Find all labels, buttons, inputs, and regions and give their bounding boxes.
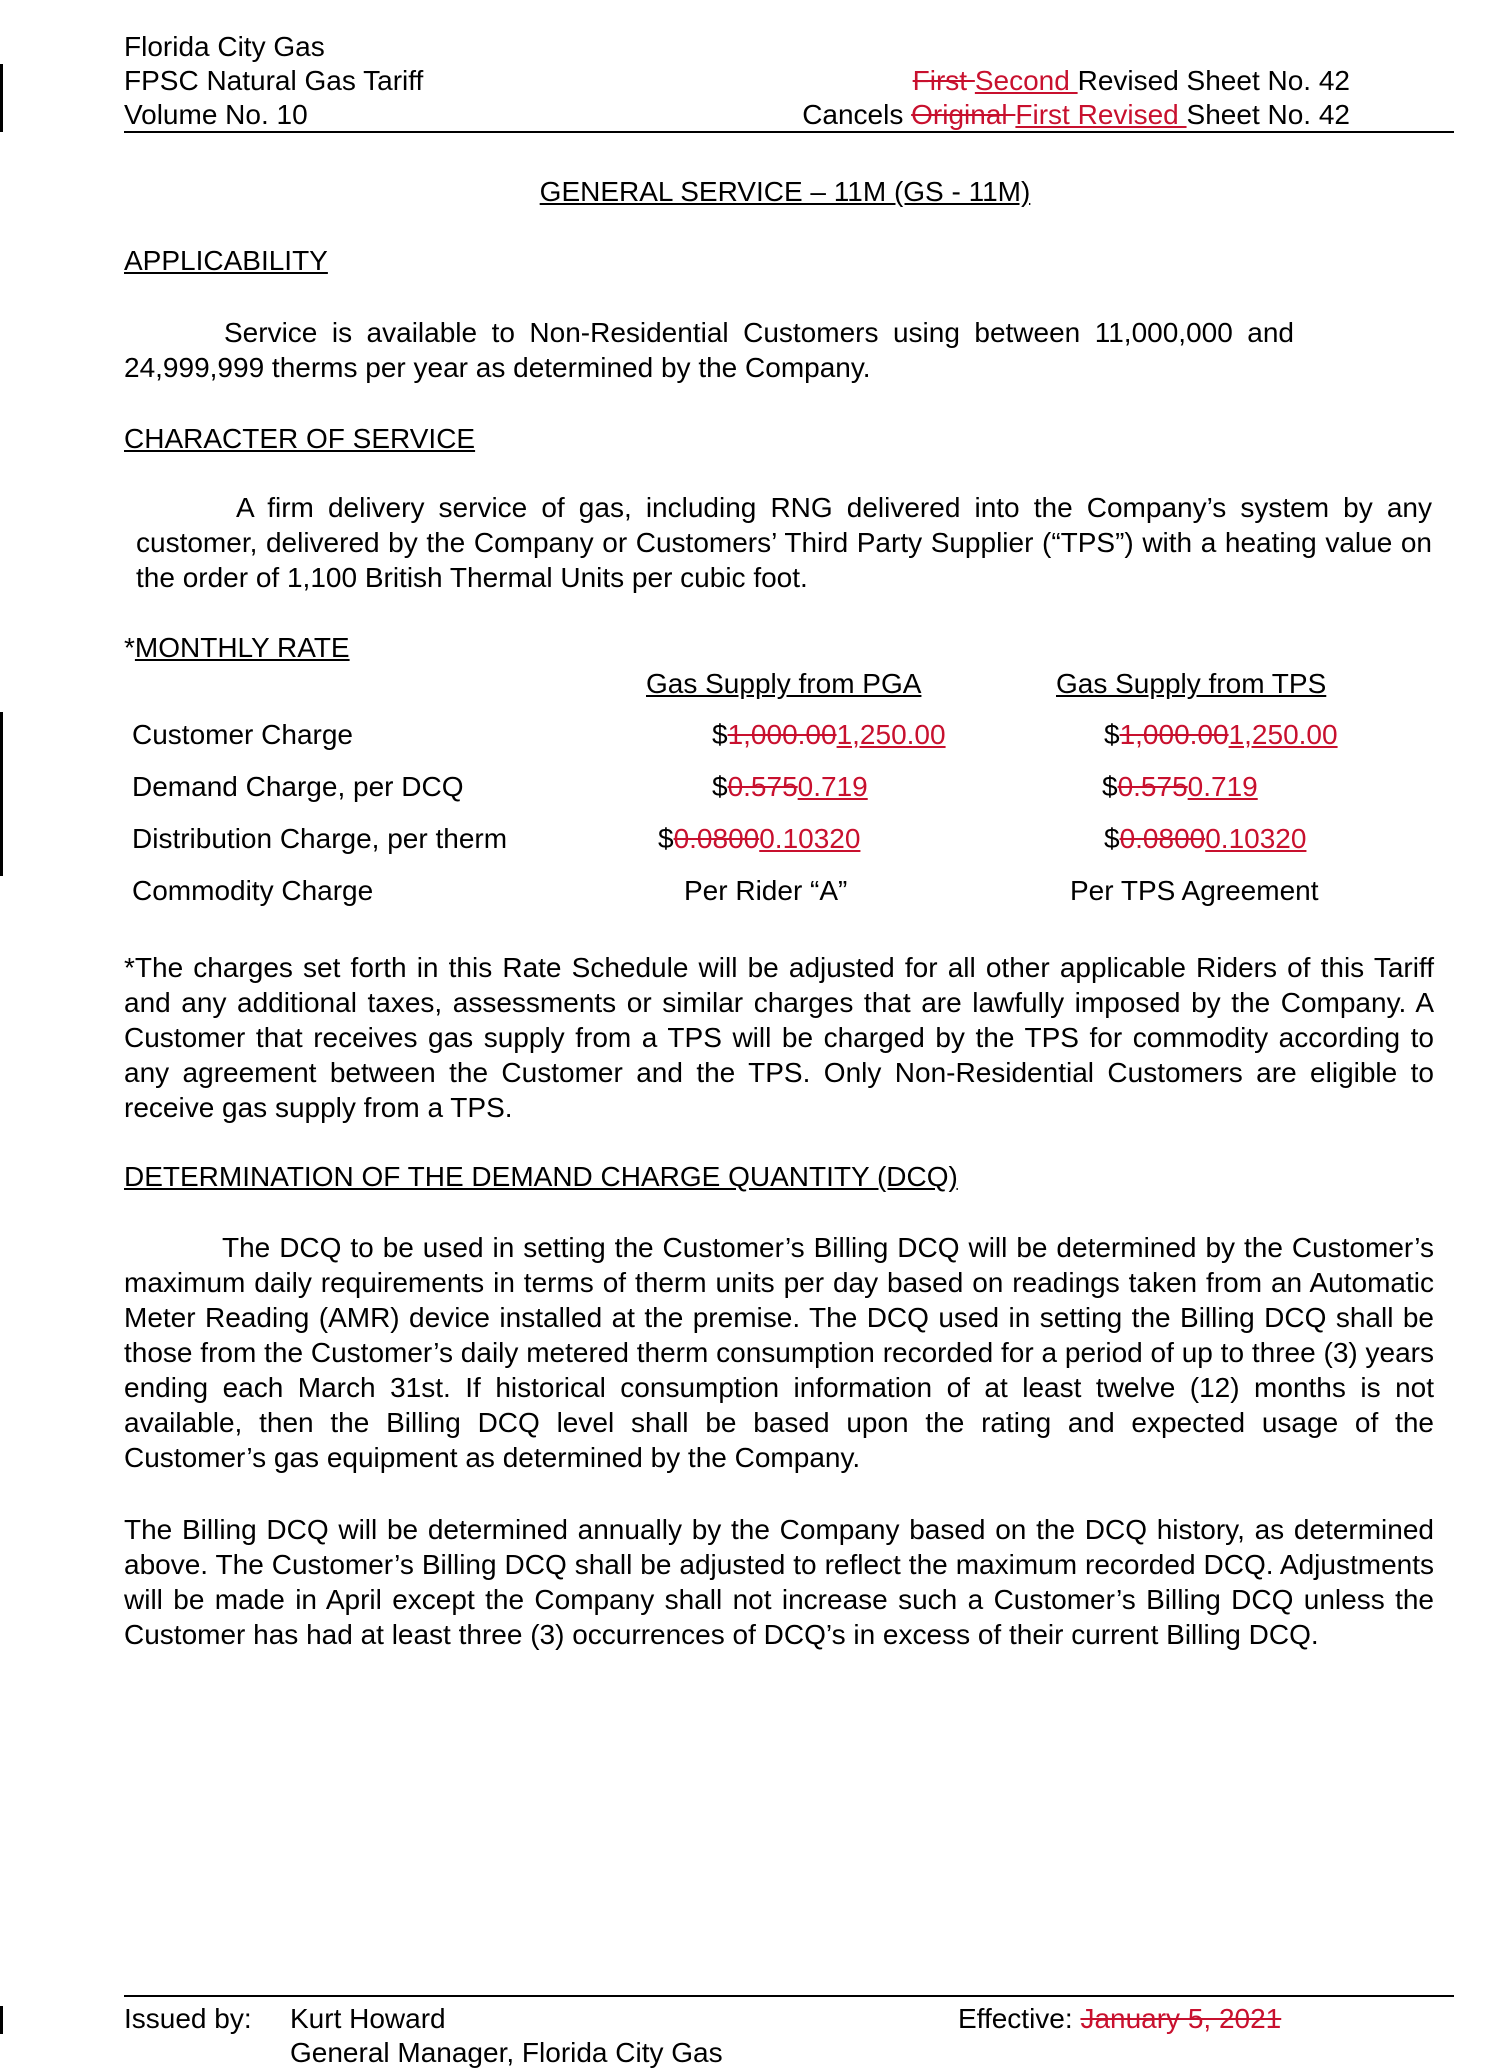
- asterisk: *: [124, 632, 135, 663]
- currency-symbol: $: [658, 823, 674, 854]
- new-value: 0.10320: [1205, 823, 1307, 854]
- currency-symbol: $: [1102, 771, 1118, 802]
- new-value: 0.719: [1187, 771, 1258, 802]
- dcq-paragraph-2: The Billing DCQ will be determined annually by the Company based on the DCQ history, as determined above. The Customer’s Billing DCQ shall be adjusted to reflect the maximum recorded DCQ. Adjustments will be made in April except the Company shall not increase such a Customer’s Billing DCQ unless the Customer has had at least three (3) occurrences of DCQ’s in excess of their current Billing DCQ.: [124, 1514, 1434, 1650]
- applicability-heading: APPLICABILITY: [124, 245, 328, 276]
- cancels-inserted-text: First Revised: [1015, 99, 1187, 130]
- sheet-deleted-text: First: [912, 65, 975, 96]
- rate-pga-distribution-charge: [658, 822, 860, 856]
- monthly-rate-heading-text: MONTHLY RATE: [134, 632, 350, 663]
- old-value: 1,000.00: [1119, 719, 1229, 750]
- footer-rule: [124, 1995, 1454, 1997]
- currency-symbol: $: [712, 719, 728, 750]
- old-value: 0.575: [1117, 771, 1188, 802]
- applicability-text: Service is available to Non-Residential Customers using between 11,000,000 and 24,999,999 therms per year as determined by the Company.: [124, 317, 1294, 383]
- issuer-title: General Manager, Florida City Gas: [290, 2037, 723, 2068]
- change-bar-rates: [0, 712, 3, 876]
- header-rule: [124, 131, 1454, 133]
- change-bar-header: [0, 64, 3, 132]
- cancels-prefix: Cancels: [802, 99, 912, 130]
- currency-symbol: $: [1104, 719, 1120, 750]
- schedule-title: GENERAL SERVICE – 11M (GS - 11M): [539, 176, 1031, 207]
- cancels-deleted-text: Original: [911, 99, 1016, 130]
- character-text: A firm delivery service of gas, including RNG delivered into the Company’s system by any customer, delivered by the Company or Customers’ Third Party Supplier (“TPS”) with a heating value on the order of 1,100 British Thermal Units per cubic foot.: [136, 492, 1432, 593]
- new-value: 0.719: [797, 771, 868, 802]
- old-value: 0.0800: [1119, 823, 1206, 854]
- effective-date: [958, 2002, 1281, 2036]
- sheet-inserted-text: Second: [974, 65, 1078, 96]
- rate-pga-demand-charge: [712, 770, 868, 804]
- character-heading: CHARACTER OF SERVICE: [124, 423, 476, 454]
- rate-label-customer-charge: Customer Charge: [132, 719, 353, 750]
- effective-deleted-date: January 5, 2021: [1080, 2003, 1282, 2034]
- issuer-name: Kurt Howard: [290, 2003, 446, 2034]
- rate-tps-distribution-charge: [1104, 822, 1306, 856]
- new-value: 0.10320: [759, 823, 861, 854]
- rate-tps-commodity-charge: Per TPS Agreement: [1070, 875, 1319, 906]
- old-value: 1,000.00: [727, 719, 837, 750]
- issued-by-label: Issued by:: [124, 2003, 252, 2034]
- effective-label: Effective:: [958, 2003, 1081, 2034]
- currency-symbol: $: [712, 771, 728, 802]
- tariff-name: FPSC Natural Gas Tariff: [124, 65, 424, 96]
- sheet-number: [802, 64, 1350, 98]
- volume-number: Volume No. 10: [124, 99, 308, 130]
- column-header-tps: Gas Supply from TPS: [1056, 668, 1327, 699]
- rate-pga-commodity-charge: Per Rider “A”: [684, 875, 848, 906]
- old-value: 0.0800: [673, 823, 760, 854]
- new-value: 1,250.00: [1228, 719, 1338, 750]
- cancels-sheet-label: Sheet No. 42: [1186, 99, 1350, 130]
- dcq-heading: DETERMINATION OF THE DEMAND CHARGE QUANTITY (DCQ): [124, 1161, 958, 1192]
- rate-adjustment-note: *The charges set forth in this Rate Schedule will be adjusted for all other applicable Riders of this Tariff and any additional taxes, assessments or similar charges that are lawfully imposed by the Company. A Customer that receives gas supply from a TPS will be charged by the TPS for commodity according to any agreement between the Customer and the TPS. Only Non-Residential Customers are eligible to receive gas supply from a TPS.: [124, 952, 1434, 1123]
- cancels-line: [802, 98, 1350, 132]
- rate-tps-demand-charge: [1102, 770, 1258, 804]
- old-value: 0.575: [727, 771, 798, 802]
- header-left: [124, 30, 423, 132]
- company-name: Florida City Gas: [124, 31, 325, 62]
- new-value: 1,250.00: [836, 719, 946, 750]
- rate-label-distribution-charge: Distribution Charge, per therm: [132, 823, 508, 854]
- column-header-pga: Gas Supply from PGA: [646, 668, 922, 699]
- monthly-rate-heading: [124, 630, 350, 665]
- header-right: [802, 64, 1350, 132]
- rate-label-demand-charge: Demand Charge, per DCQ: [132, 771, 464, 802]
- dcq-paragraph-1: The DCQ to be used in setting the Customer’s Billing DCQ will be determined by the Customer’s maximum daily requirements in terms of therm units per day based on readings taken from an Automatic Meter Reading (AMR) device installed at the premise. The DCQ used in setting the Billing DCQ shall be those from the Customer’s daily metered therm consumption recorded for a period of up to three (3) years ending each March 31st. If historical consumption information of at least twelve (12) months is not available, then the Billing DCQ level shall be based upon the rating and expected usage of the Customer’s gas equipment as determined by the Company.: [124, 1232, 1434, 1473]
- change-bar-footer: [0, 2006, 3, 2034]
- sheet-label: Revised Sheet No. 42: [1077, 65, 1350, 96]
- rate-label-commodity-charge: Commodity Charge: [132, 875, 374, 906]
- currency-symbol: $: [1104, 823, 1120, 854]
- rate-pga-customer-charge: [712, 718, 946, 752]
- rate-tps-customer-charge: [1104, 718, 1338, 752]
